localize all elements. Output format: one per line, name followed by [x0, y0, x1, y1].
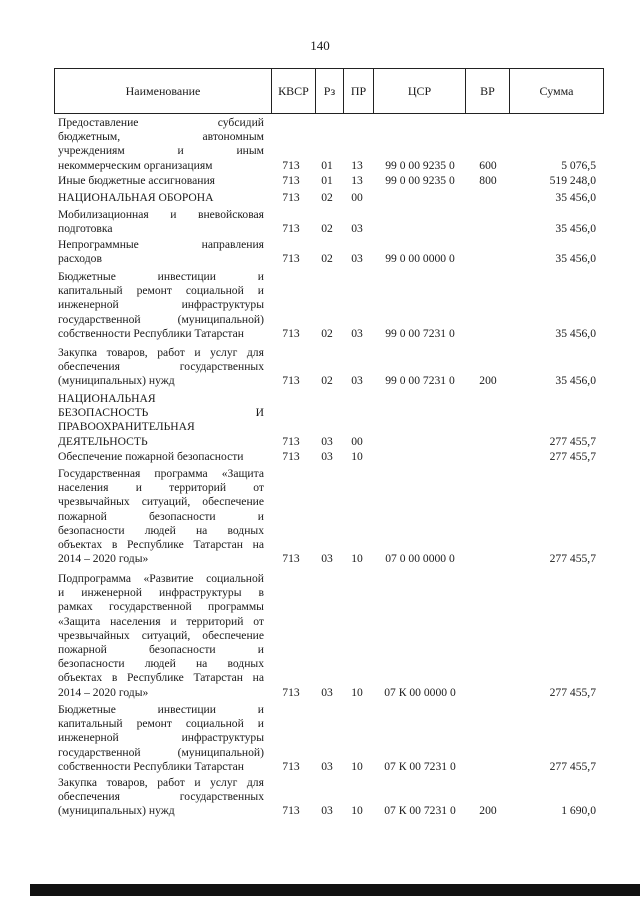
cell-rz: 03 [321, 552, 333, 566]
table-header [54, 68, 604, 114]
cell-kvsr: 713 [282, 158, 300, 172]
row-name-line: обеспечения государственных [58, 790, 264, 804]
cell-kvsr: 713 [282, 374, 300, 388]
row-name-line: Предоставление субсидий [58, 116, 264, 129]
row-name [58, 191, 264, 205]
row-name-line: инженерной инфраструктуры [58, 298, 264, 312]
row-name [58, 346, 264, 389]
cell-pr: 00 [351, 190, 363, 204]
header-vr: ВР [465, 69, 509, 113]
table-row [0, 346, 640, 389]
row-name-line: Государственная программа «Защита [58, 467, 264, 480]
row-name [58, 270, 264, 341]
cell-sum: 277 455,7 [549, 449, 596, 463]
row-name-line: и инженерной инфраструктуры в [58, 586, 264, 600]
cell-sum: 277 455,7 [549, 685, 596, 699]
cell-sum: 519 248,0 [549, 173, 596, 187]
cell-csr: 07 К 00 0000 0 [384, 685, 456, 699]
cell-pr: 10 [351, 449, 363, 463]
row-name-line: (муниципальных) нужд [58, 804, 175, 818]
cell-sum: 35 456,0 [555, 326, 596, 340]
cell-vr: 200 [479, 374, 497, 388]
row-name [58, 467, 264, 566]
cell-rz: 02 [321, 252, 333, 266]
cell-sum: 5 076,5 [561, 158, 596, 172]
cell-rz: 01 [321, 173, 333, 187]
cell-pr: 03 [351, 252, 363, 266]
cell-kvsr: 713 [282, 434, 300, 448]
row-name [58, 238, 264, 266]
cell-pr: 03 [351, 326, 363, 340]
row-name-line: капитальный ремонт социальной и [58, 717, 264, 731]
cell-kvsr: 713 [282, 685, 300, 699]
row-name-line: капитальный ремонт социальной и [58, 284, 264, 298]
row-name-line: объектах в Республике Татарстан на [58, 538, 264, 552]
row-name-line: собственности Республики Татарстан [58, 759, 244, 773]
cell-csr: 99 0 00 7231 0 [385, 326, 455, 340]
cell-pr: 10 [351, 685, 363, 699]
table-row [0, 208, 640, 236]
row-name-line: НАЦИОНАЛЬНАЯ ОБОРОНА [58, 191, 214, 204]
table-row [0, 703, 640, 774]
row-name-line: населения и территорий от [58, 481, 264, 495]
cell-rz: 03 [321, 449, 333, 463]
cell-vr: 600 [479, 158, 497, 172]
cell-csr: 99 0 00 0000 0 [385, 252, 455, 266]
row-name-line: БЕЗОПАСНОСТЬ И [58, 406, 264, 420]
row-name-line: ПРАВООХРАНИТЕЛЬНАЯ [58, 420, 195, 434]
row-name-line: бюджетным, автономным [58, 130, 264, 144]
cell-sum: 277 455,7 [549, 759, 596, 773]
cell-rz: 02 [321, 374, 333, 388]
table-row [0, 467, 640, 566]
row-name-line: безопасности людей на водных [58, 657, 264, 671]
row-name-line: некоммерческим организациям [58, 158, 213, 172]
header-sum: Сумма [509, 69, 603, 113]
table-row [0, 270, 640, 341]
row-name [58, 116, 264, 173]
row-name-line: государственной (муниципальной) [58, 312, 264, 326]
table-row [0, 392, 640, 449]
row-name-line: чрезвычайных ситуаций, обеспечение [58, 495, 264, 509]
table-row [0, 450, 640, 464]
row-name-line: инженерной инфраструктуры [58, 731, 264, 745]
table-row [0, 116, 640, 173]
row-name-line: Бюджетные инвестиции и [58, 270, 264, 283]
row-name-line: подготовка [58, 222, 113, 236]
cell-kvsr: 713 [282, 252, 300, 266]
cell-sum: 1 690,0 [561, 804, 596, 818]
cell-kvsr: 713 [282, 759, 300, 773]
row-name-line: 2014 – 2020 годы» [58, 685, 149, 699]
row-name-line: Подпрограмма «Развитие социальной [58, 572, 264, 585]
row-name-line: пожарной безопасности и [58, 643, 264, 657]
scan-bottom-border [30, 884, 640, 896]
row-name [58, 776, 264, 819]
cell-sum: 35 456,0 [555, 374, 596, 388]
cell-csr: 07 К 00 7231 0 [384, 804, 456, 818]
row-name [58, 450, 264, 464]
row-name-line: (муниципальных) нужд [58, 374, 175, 388]
table-row [0, 572, 640, 700]
cell-sum: 277 455,7 [549, 552, 596, 566]
row-name-line: Непрограммные направления [58, 238, 264, 251]
table-row [0, 776, 640, 819]
cell-rz: 01 [321, 158, 333, 172]
row-name [58, 572, 264, 700]
cell-pr: 13 [351, 173, 363, 187]
row-name-line: НАЦИОНАЛЬНАЯ [58, 392, 156, 405]
row-name-line: Закупка товаров, работ и услуг для [58, 346, 264, 359]
cell-kvsr: 713 [282, 804, 300, 818]
cell-sum: 35 456,0 [555, 222, 596, 236]
cell-vr: 800 [479, 173, 497, 187]
row-name [58, 174, 264, 188]
cell-sum: 277 455,7 [549, 434, 596, 448]
cell-sum: 35 456,0 [555, 252, 596, 266]
table-row [0, 191, 640, 205]
cell-csr: 99 0 00 9235 0 [385, 158, 455, 172]
cell-pr: 10 [351, 759, 363, 773]
row-name-line: Мобилизационная и вневойсковая [58, 208, 264, 221]
header-kvsr: КВСР [271, 69, 315, 113]
header-rz: Рз [315, 69, 343, 113]
row-name-line: рамках государственной программы [58, 600, 264, 614]
header-name: Наименование [125, 83, 201, 98]
cell-pr: 03 [351, 374, 363, 388]
row-name-line: Обеспечение пожарной безопасности [58, 450, 244, 463]
row-name-line: «Защита населения и территорий от [58, 614, 264, 628]
cell-pr: 13 [351, 158, 363, 172]
cell-pr: 10 [351, 552, 363, 566]
cell-pr: 03 [351, 222, 363, 236]
header-pr: ПР [343, 69, 373, 113]
page-number: 140 [310, 38, 330, 53]
row-name-line: обеспечения государственных [58, 360, 264, 374]
cell-csr: 99 0 00 9235 0 [385, 173, 455, 187]
row-name-line: государственной (муниципальной) [58, 745, 264, 759]
row-name-line: расходов [58, 252, 102, 266]
cell-vr: 200 [479, 804, 497, 818]
row-name-line: Закупка товаров, работ и услуг для [58, 776, 264, 789]
row-name-line: собственности Республики Татарстан [58, 326, 244, 340]
cell-csr: 99 0 00 7231 0 [385, 374, 455, 388]
cell-rz: 03 [321, 804, 333, 818]
cell-pr: 10 [351, 804, 363, 818]
cell-rz: 02 [321, 190, 333, 204]
row-name-line: объектах в Республике Татарстан на [58, 671, 264, 685]
row-name-line: пожарной безопасности и [58, 509, 264, 523]
cell-kvsr: 713 [282, 552, 300, 566]
cell-rz: 03 [321, 434, 333, 448]
header-csr: ЦСР [373, 69, 465, 113]
row-name-line: учреждениям и иным [58, 144, 264, 158]
cell-sum: 35 456,0 [555, 190, 596, 204]
cell-csr: 07 0 00 0000 0 [385, 552, 455, 566]
row-name-line: Бюджетные инвестиции и [58, 703, 264, 716]
cell-kvsr: 713 [282, 449, 300, 463]
row-name [58, 208, 264, 236]
row-name-line: Иные бюджетные ассигнования [58, 174, 215, 187]
row-name [58, 703, 264, 774]
row-name-line: безопасности людей на водных [58, 523, 264, 537]
cell-rz: 03 [321, 685, 333, 699]
cell-csr: 07 К 00 7231 0 [384, 759, 456, 773]
cell-kvsr: 713 [282, 173, 300, 187]
row-name-line: ДЕЯТЕЛЬНОСТЬ [58, 434, 148, 448]
row-name-line: чрезвычайных ситуаций, обеспечение [58, 628, 264, 642]
row-name-line: 2014 – 2020 годы» [58, 552, 149, 566]
cell-kvsr: 713 [282, 190, 300, 204]
table-row [0, 238, 640, 266]
cell-kvsr: 713 [282, 222, 300, 236]
cell-rz: 02 [321, 222, 333, 236]
cell-kvsr: 713 [282, 326, 300, 340]
table-row [0, 174, 640, 188]
row-name [58, 392, 264, 449]
cell-pr: 00 [351, 434, 363, 448]
cell-rz: 03 [321, 759, 333, 773]
cell-rz: 02 [321, 326, 333, 340]
